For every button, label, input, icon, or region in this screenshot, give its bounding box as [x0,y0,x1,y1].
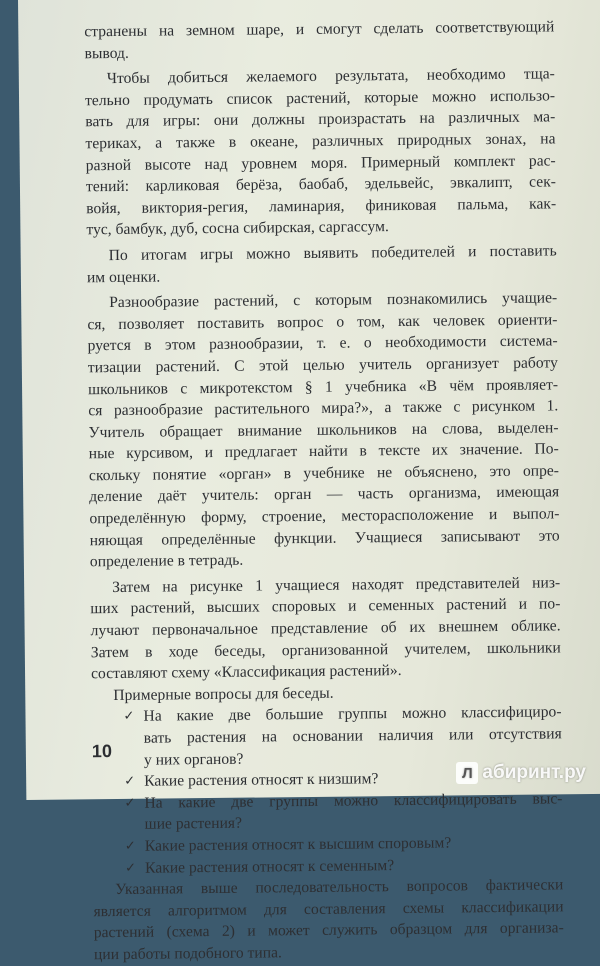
labirint-logo-icon: Л [456,762,478,784]
text-line: вать для игры: они должны произрастать на различных ма- [85,108,556,131]
question-line: Какие растения относят к семенным? [145,856,395,877]
text-line: Чтобы добиться желаемого результата, необходимо тща- [106,65,555,88]
text-line: По итогам игры можно выявить победителей и поставить [108,242,557,265]
paragraph-7 [93,874,564,965]
text-line: вывод. [84,44,129,62]
question-item [120,788,562,836]
paragraph-5 [90,572,561,685]
question-line: шие растения? [144,815,243,834]
text-line: Затем в ходе беседы, организованной учителем, школьники [90,638,561,661]
labirint-watermark [456,762,586,784]
text-line: териках, а также в океане, различных природных зонах, на [85,130,556,153]
text-line: Примерные вопросы для беседы. [113,684,334,704]
question-line: Какие растения относят к низшим? [144,770,379,790]
question-line: На какие две группы можно классифицировать выс- [144,790,563,812]
text-line: школьников с микротекстом § 1 учебника «В чём проявляет- [87,375,559,398]
text-line: тений: карликовая берёза, баобаб, эдельвейс, эвкалипт, сек- [85,173,557,196]
checkmark-icon: ✓ [123,709,135,725]
text-line: им оценки. [86,268,161,286]
text-line: ся разнообразие растительного мира?», а также с рисунком 1. [88,397,559,420]
checkmark-icon: ✓ [125,860,137,876]
text-line: определение в тетрадь. [89,551,244,571]
checkmark-icon: ✓ [124,774,136,790]
text-line: ные курсивом, и предлагает найти в тексте их значение. По- [88,440,559,463]
paragraph-3 [87,240,557,288]
text-line: деление даёт учитель: орган — часть организма, имеющая [89,483,560,506]
question-line: Какие растения относят к высшим споровым? [144,834,452,855]
page-number: 10 [91,741,113,762]
text-line: определённую форму, строение, месторасположение и выпол- [89,505,560,528]
text-line: странены на земном шаре, и смогут сделать соответствующий [84,18,555,41]
question-item [121,853,563,879]
question-line: у них органов? [143,750,244,769]
text-line: тус, бамбук, дуб, сосна сибирская, саргассум. [86,218,389,239]
question-line: вать растения на основании наличия или отсутствия [143,725,562,747]
question-item [119,702,562,771]
text-line: няющая определённые функции. Учащиеся записывают это [89,527,560,549]
text-line: Разнообразие растений, с которым познакомились учащие- [109,289,558,312]
text-line: руется в этом разнообразии, т. е. о необходимости система- [87,332,558,355]
page-text [84,16,564,965]
checkmark-icon: ✓ [124,795,136,811]
text-line: ших растений, высших споровых и семенных растений и по- [90,595,561,618]
text-line: тельно продумать список растений, которые можно использо- [84,87,556,110]
watermark-text: абиринт.ру [482,762,586,783]
text-line: составляют схему «Классификация растений». [90,662,402,683]
text-line: является алгоритмом для составления схемы классификации [93,898,564,921]
question-list [91,702,563,880]
text-line: ся, позволяет поставить вопрос о том, как человек ориенти- [87,311,558,334]
paragraph-4 [87,287,560,573]
text-line: растений (схема 2) и может служить образцом для организа- [93,919,564,942]
question-line: На какие две большие группы можно классифициро- [143,703,562,726]
text-line: Указанная выше последовательность вопросов фактически [115,876,564,899]
book-page [18,0,600,964]
text-line: тизации растений. С этой целью учитель организует работу [87,354,558,377]
paragraph-2 [85,64,557,242]
text-line: Затем на рисунке 1 учащиеся находят представителей низ- [112,574,561,596]
text-line: скольку понятие «орган» в учебнике не объяснено, это опре- [88,462,560,485]
text-line: ции работы подобного типа. [93,944,282,964]
paragraph-1 [84,16,554,64]
checkmark-icon: ✓ [124,838,136,854]
text-line: войя, виктория-регия, ламинария, финиковая пальма, как- [86,195,557,218]
text-line: лучают первоначальное представление об их внешнем облике. [90,617,561,640]
text-line: Учитель обращает внимание школьников на слова, выделен- [88,419,559,441]
text-line: разной высоте над уровнем моря. Примерный комплект рас- [85,151,556,174]
